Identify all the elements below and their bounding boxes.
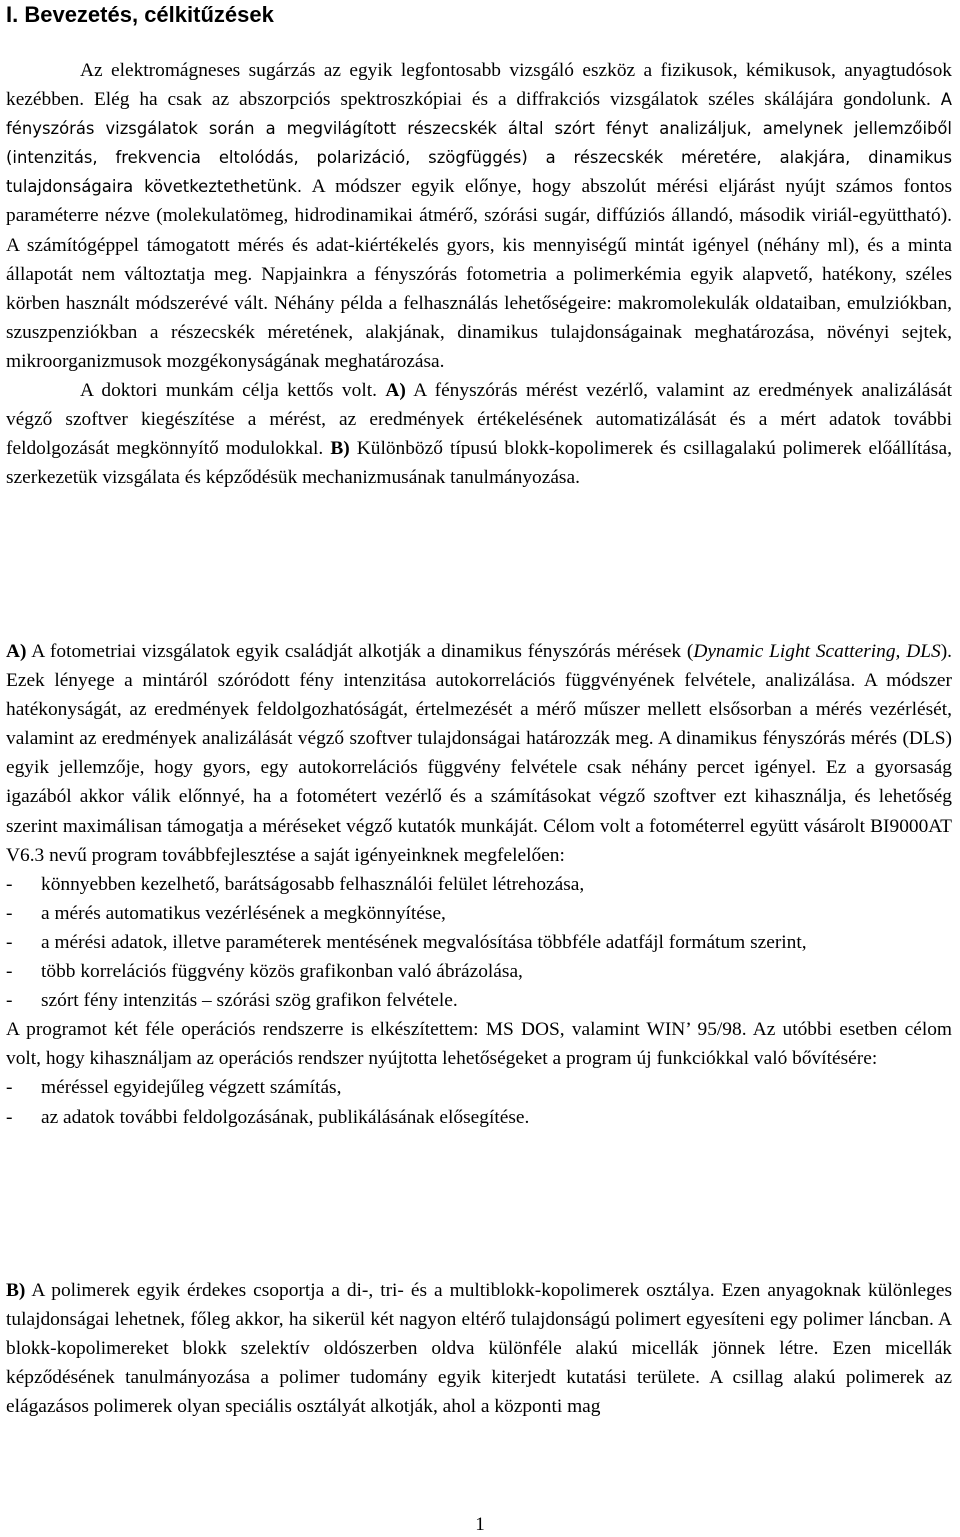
- list-item: - a mérési adatok, illetve paraméterek mentésének megvalósítása többféle adatfájl formátum szerint,: [6, 931, 807, 953]
- intro-rest: A módszer egyik előnye, hogy abszolút mérési eljárást nyújt számos fontos paraméterre nézve (molekulatömeg, hidrodinamikai átmérő, szórási sugár, diffúziós állandó, második viriál-együttható). A számítógéppel támogatott mérés és adat-kiértékelés gyors, kis mennyiségű mintát igényel (néhány ml), és a minta állapotát nem változtatja meg. Napjainkra a fényszórás fotometria a polimerkémia egyik alapvető, hatékony, széles körben használt módszerévé vált. Néhány példa a felhasználás lehetőségeire: makromolekulák oldataiban, emulziókban, szuszpenziókban a részecskék méretének, alakjának, dinamikus tulajdonságainak meghatározása, növényi sejtek, mikroorganizmusok mozgékonyságának meghatározása.: [6, 176, 952, 372]
- section-a-text-1: A fotometriai vizsgálatok egyik családját alkotják a dinamikus fényszórás mérések (: [31, 641, 694, 662]
- goals-lead: A doktori munkám célja kettős volt.: [80, 380, 377, 402]
- section-b-label: B): [6, 1280, 26, 1301]
- intro-paragraph: [6, 56, 952, 376]
- section-b-text: A polimerek egyik érdekes csoportja a di-, tri- és a multiblokk-kopolimerek osztálya. Ezen anyagoknak különleges tulajdonságai lehetnek, főleg akkor, ha sikerül két nagyon eltérő tulajdonságú polimert egyesíteni egy polimer láncban. A blokk-kopolimereket blokk szelektív oldószerben oldva különféle alakú micellák jönnek létre. Ezen micellák képződésének tanulmányozása a polimer tudomány egyik kiterjedt kutatási területe. A csillag alakú polimerek az elágazásos polimerek olyan speciális osztályát alkotják, ahol a központi mag: [6, 1280, 953, 1418]
- intro-sentence-3: A fényszórás vizsgálatok során a megvilágított részecskék által szórt fényt analizáljuk, amelynek jellemzőiből (intenzitás, frekvencia eltolódás, polarizáció, szögfüggés) a részecskék méretére, alakjára, dinamikus tulajdonságaira következtethetünk.: [6, 90, 952, 197]
- intro-block: [6, 56, 952, 492]
- list-item: - az adatok további feldolgozásának, publikálásának elősegítése.: [6, 1106, 530, 1128]
- goal-b-label: B): [330, 438, 350, 460]
- section-b-block: [6, 1276, 952, 1421]
- list-item: - több korrelációs függvény közös grafikonban való ábrázolása,: [6, 961, 523, 983]
- section-b-paragraph: [6, 1276, 952, 1421]
- section-a-paragraph: [6, 637, 952, 870]
- page-number: 1: [475, 1514, 485, 1535]
- goal-b-text: Különböző típusú blokk-kopolimerek és csillagalakú polimerek előállítása, szerkezetük vizsgálata és képződésük mechanizmusának tanulmányozása.: [6, 438, 952, 489]
- list-item: - a mérés automatikus vezérlésének a megkönnyítése,: [6, 902, 446, 924]
- goal-a-text: A fényszórás mérést vezérlő, valamint az eredmények analizálását végző szoftver kiegészítése a mérést, az eredmények értékelésének automatizálását és a mért adatok további feldolgozását megkönnyítő modulokkal.: [6, 380, 952, 460]
- section-a-label: A): [6, 641, 27, 662]
- goal-a-label: A): [385, 380, 406, 402]
- intro-sentence-2: Elég ha csak az abszorpciós spektroszkópiai és a diffrakciós vizsgálatok széles skálájára gondolunk.: [93, 89, 931, 111]
- goals-paragraph: [6, 376, 952, 492]
- list-item: - méréssel egyidejűleg végzett számítás,: [6, 1077, 342, 1099]
- intro-sentence-1: Az elektromágneses sugárzás az egyik legfontosabb vizsgáló eszköz a fizikusok, kémikusok, anyagtudósok kezébben.: [6, 60, 952, 111]
- section-a-block: [6, 637, 952, 1132]
- os-paragraph: A programot két féle operációs rendszerre is elkészítettem: MS DOS, valamint WIN’ 95/98. Az utóbbi esetben célom volt, hogy kihasználjam az operációs rendszer nyújtotta lehetőségeket a program új funkciókkal való bővítésére:: [6, 1019, 952, 1070]
- list-item: - könnyebben kezelhető, barátságosabb felhasználói felület létrehozása,: [6, 873, 585, 895]
- section-heading: I. Bevezetés, célkitűzések: [6, 2, 274, 27]
- list-item: - szórt fény intenzitás – szórási szög grafikon felvétele.: [6, 990, 458, 1012]
- section-a-text-2: ). Ezek lényege a mintáról szóródott fény intenzitása autokorrelációs függvényének felvétele, analizálása. A módszer hatékonyságát, az eredmények feldolgozhatóságát, értelmezését a mérő műszer mellett elsősorban a mérés vezérlését, valamint az eredmények analizálását végző szoftver tulajdonságai határozzák meg. A dinamikus fényszórás mérés (DLS) egyik jellemzője, hogy gyors, egy autokorrelációs függvény felvétele csak néhány percet igényel. Ez a gyorsaság igazából akkor válik előnnyé, ha a fotométert vezérlő és a számításokat végző szoftver ezt kihasználja, és lehetőség szerint maximálisan támogatja a méréseket végző kutatók munkáját. Célom volt a fotométerrel együtt vásárolt BI9000AT V6.3 nevű program továbbfejlesztése a saját igényeinknek megfelelően:: [6, 641, 952, 866]
- dls-term: Dynamic Light Scattering, DLS: [693, 641, 941, 662]
